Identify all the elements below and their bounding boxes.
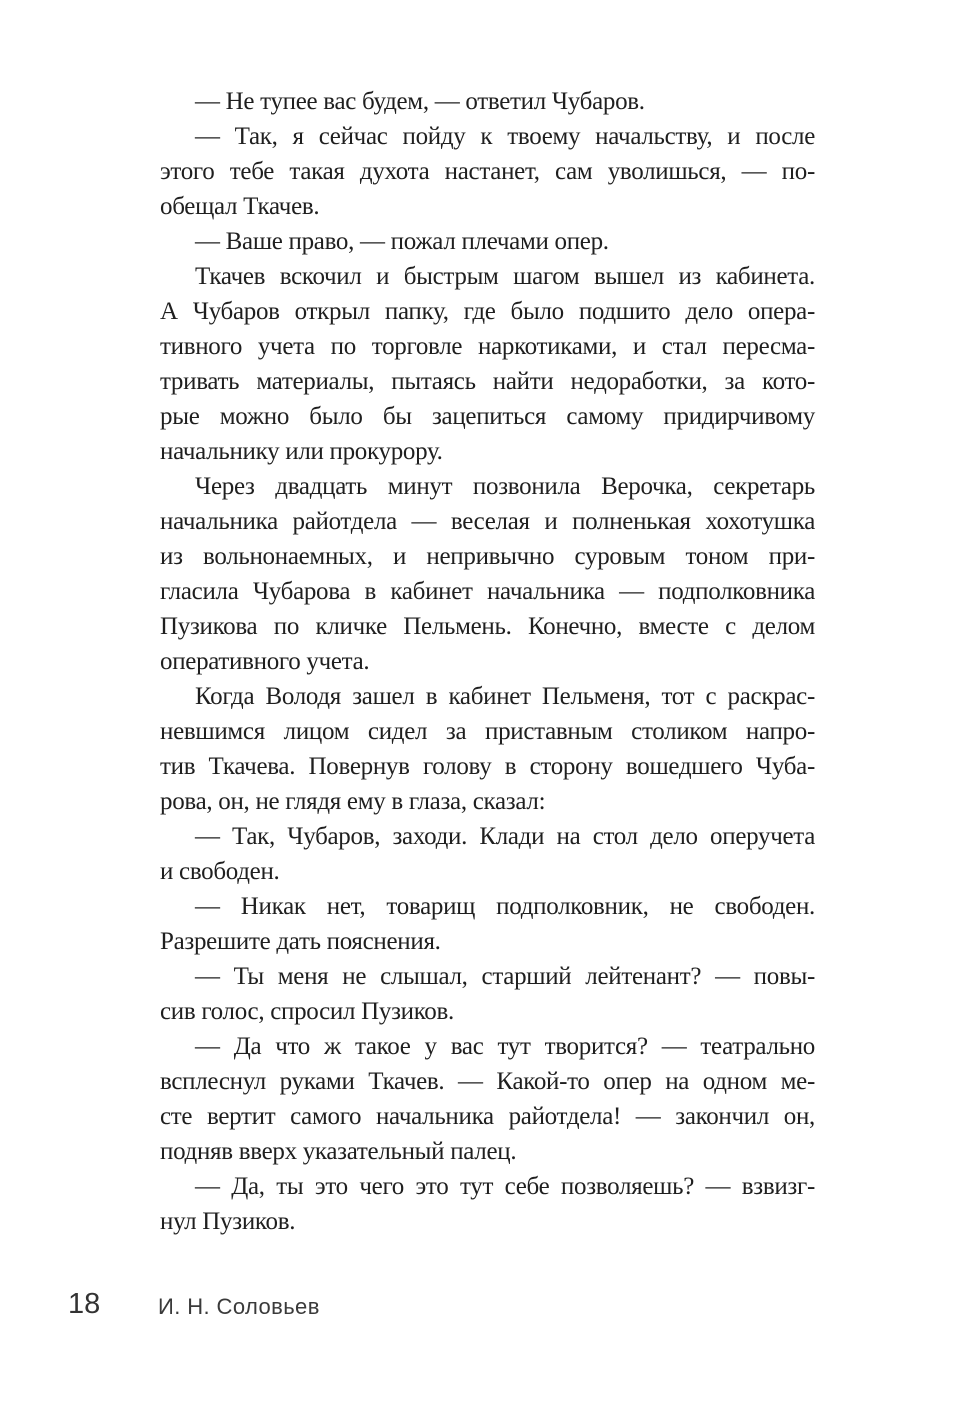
text-line: — Ваше право, — пожал плечами опер. — [195, 228, 609, 255]
text-line: — Не тупее вас будем, — ответил Чубаров. — [195, 88, 645, 115]
running-title-author: И. Н. Соловьев — [158, 1294, 320, 1319]
text-line: сте вертит самого начальника райотдела! — закончил он, — [160, 1103, 815, 1130]
text-line: подняв вверх указательный палец. — [160, 1138, 517, 1165]
text-line: тривать материалы, пытаясь найти недоработки, за кото- — [160, 368, 815, 395]
text-line: этого тебе такая духота настанет, сам уволишься, — по- — [160, 158, 815, 185]
text-line: А Чубаров открыл папку, где было подшито дело опера- — [160, 298, 815, 325]
text-line: и свободен. — [160, 858, 280, 885]
text-line: Когда Володя зашел в кабинет Пельменя, тот с раскрас- — [195, 683, 815, 710]
text-line: — Так, я сейчас пойду к твоему начальству, и после — [195, 123, 815, 150]
text-line: обещал Ткачев. — [160, 193, 320, 220]
text-line: нул Пузиков. — [160, 1208, 296, 1235]
text-line: — Да что ж такое у вас тут творится? — театрально — [195, 1033, 815, 1060]
text-line: Ткачев вскочил и быстрым шагом вышел из кабинета. — [195, 263, 815, 290]
text-line: — Ты меня не слышал, старший лейтенант? — повы- — [195, 963, 815, 990]
text-line: всплеснул руками Ткачев. — Какой-то опер на одном ме- — [160, 1068, 815, 1095]
text-line: тивного учета по торговле наркотиками, и стал пересма- — [160, 333, 815, 360]
text-line: рова, он, не глядя ему в глаза, сказал: — [160, 788, 546, 815]
text-line: Через двадцать минут позвонила Верочка, секретарь — [195, 473, 815, 500]
text-line: — Никак нет, товарищ подполковник, не свободен. — [195, 893, 815, 920]
text-line: — Так, Чубаров, заходи. Клади на стол дело оперучета — [195, 823, 815, 850]
text-line: из вольнонаемных, и непривычно суровым тоном при- — [160, 543, 815, 570]
text-line: начальнику или прокурору. — [160, 438, 443, 465]
text-line: рые можно было бы зацепиться самому придирчивому — [160, 403, 815, 430]
text-line: оперативного учета. — [160, 648, 370, 675]
page-text-block — [160, 84, 815, 1239]
text-line: Пузикова по кличке Пельмень. Конечно, вместе с делом — [160, 613, 815, 640]
text-line: начальника райотдела — веселая и полненькая хохотушка — [160, 508, 815, 535]
text-line: тив Ткачева. Повернув голову в сторону вошедшего Чуба- — [160, 753, 815, 780]
text-line: гласила Чубарова в кабинет начальника — подполковника — [160, 578, 815, 605]
text-line: сив голос, спросил Пузиков. — [160, 998, 454, 1025]
text-line: невшимся лицом сидел за приставным столиком напро- — [160, 718, 815, 745]
text-line: — Да, ты это чего это тут себе позволяешь? — взвизг- — [195, 1173, 815, 1200]
text-line: Разрешите дать пояснения. — [160, 928, 441, 955]
page-number: 18 — [68, 1288, 101, 1320]
